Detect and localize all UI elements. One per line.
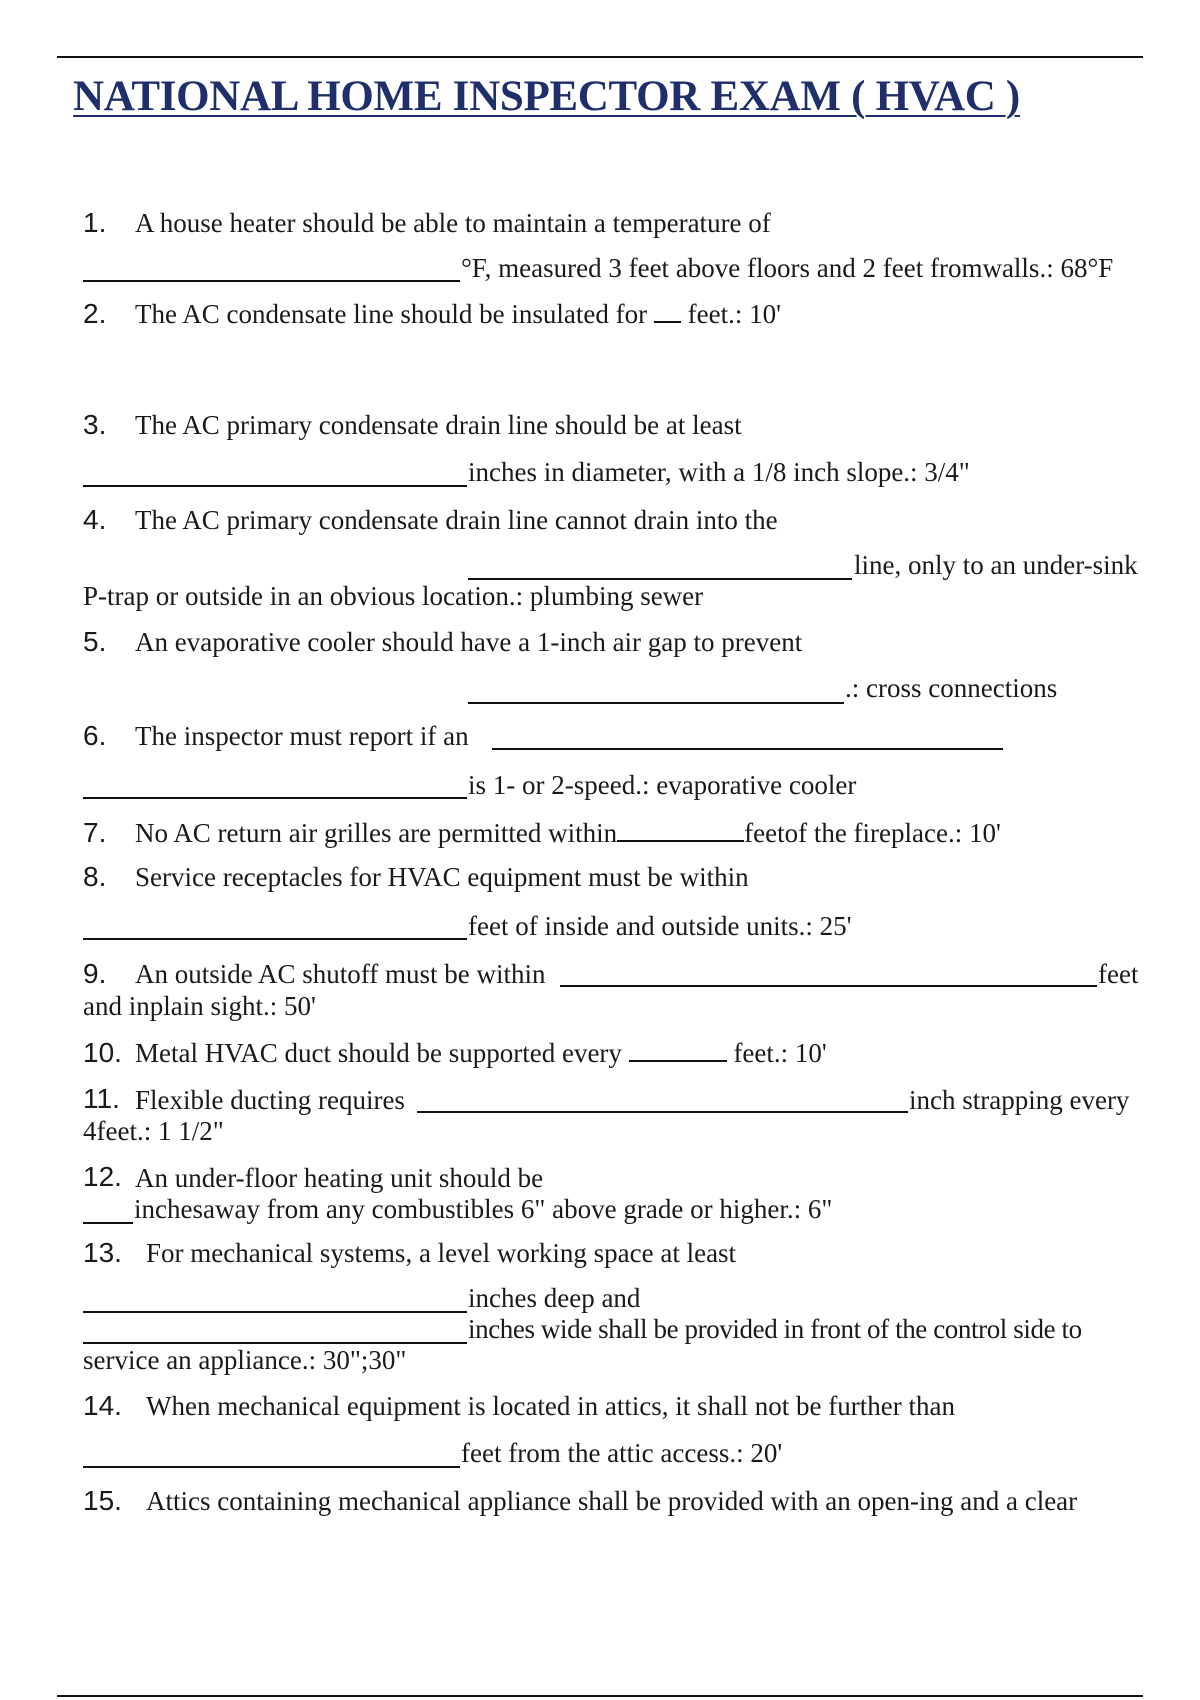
answer-blank xyxy=(492,748,1003,750)
question-8-text: Service receptacles for HVAC equipment must be within xyxy=(135,862,749,892)
question-4-text: The AC primary condensate drain line cannot drain into the xyxy=(135,505,778,535)
question-2-prompt: The AC condensate line should be insulated for xyxy=(135,299,648,329)
answer-blank xyxy=(83,485,467,487)
question-4-text-end: P-trap or outside in an obvious location.: plumbing sewer xyxy=(83,581,704,611)
question-4-number: 4. xyxy=(83,504,107,535)
question-10-answer: feet.: 10' xyxy=(733,1038,827,1068)
question-2-text xyxy=(135,298,781,330)
question-6-number: 6. xyxy=(83,720,107,751)
question-11-number: 11. xyxy=(83,1083,120,1114)
question-2-answer: feet.: 10' xyxy=(687,299,781,329)
answer-blank xyxy=(560,985,1097,987)
bottom-rule xyxy=(57,1695,1143,1697)
answer-blank xyxy=(83,280,460,282)
question-4-text-cont: line, only to an under-sink xyxy=(854,550,1138,580)
question-9-feet-label: feet xyxy=(1098,959,1139,989)
question-5-number: 5. xyxy=(83,626,107,657)
answer-blank xyxy=(83,1311,467,1313)
question-12-number: 12. xyxy=(83,1161,122,1192)
question-2-number: 2. xyxy=(83,298,107,329)
question-6-text-cont: is 1- or 2-speed.: evaporative cooler xyxy=(468,770,857,800)
answer-blank xyxy=(83,1466,460,1468)
question-12-text: An under-floor heating unit should be xyxy=(135,1163,544,1193)
question-13-number: 13. xyxy=(83,1237,122,1268)
answer-blank xyxy=(617,818,744,842)
answer-blank xyxy=(654,299,681,323)
answer-blank xyxy=(468,702,844,704)
answer-blank xyxy=(83,797,467,799)
question-3-number: 3. xyxy=(83,409,107,440)
question-14-text: When mechanical equipment is located in attics, it shall not be further than xyxy=(146,1391,955,1421)
answer-blank xyxy=(417,1111,908,1113)
question-10-text xyxy=(135,1037,827,1069)
question-13-text: For mechanical systems, a level working space at least xyxy=(146,1238,737,1268)
question-13-text-line2: inches deep and xyxy=(468,1283,641,1313)
question-11-text-mid: inch strapping every xyxy=(909,1085,1130,1115)
question-13-text-line3: inches wide shall be provided in front of the control side to xyxy=(468,1314,1082,1344)
question-7-prompt: No AC return air grilles are permitted within xyxy=(135,818,618,848)
question-10-number: 10. xyxy=(83,1037,122,1068)
question-8-number: 8. xyxy=(83,861,107,892)
question-1-text: A house heater should be able to maintain a temperature of xyxy=(135,208,771,238)
question-7-text xyxy=(135,817,1001,849)
question-9-number: 9. xyxy=(83,958,107,989)
question-10-prompt: Metal HVAC duct should be supported every xyxy=(135,1038,622,1068)
question-8-text-cont: feet of inside and outside units.: 25' xyxy=(468,911,852,941)
question-9-text-cont: and inplain sight.: 50' xyxy=(83,991,316,1021)
question-14-number: 14. xyxy=(83,1390,122,1421)
question-1-number: 1. xyxy=(83,207,107,238)
question-13-text-line4: service an appliance.: 30";30" xyxy=(83,1345,407,1375)
question-5-text-cont: .: cross connections xyxy=(845,673,1058,703)
question-5-text: An evaporative cooler should have a 1-inch air gap to prevent xyxy=(135,627,803,657)
question-9-prompt: An outside AC shutoff must be within xyxy=(135,959,546,989)
question-14-text-cont: feet from the attic access.: 20' xyxy=(461,1438,783,1468)
question-15-text: Attics containing mechanical appliance shall be provided with an open-ing and a clear xyxy=(146,1486,1078,1516)
question-7-answer: feetof the fireplace.: 10' xyxy=(744,818,1001,848)
question-3-text: The AC primary condensate drain line should be at least xyxy=(135,410,742,440)
top-rule xyxy=(57,56,1143,58)
question-6-text: The inspector must report if an xyxy=(135,721,469,751)
question-1-text-cont: °F, measured 3 feet above floors and 2 feet fromwalls.: 68°F xyxy=(461,253,1114,283)
question-12-text-cont: inchesaway from any combustibles 6" above grade or higher.: 6" xyxy=(134,1194,833,1224)
question-3-text-cont: inches in diameter, with a 1/8 inch slope.: 3/4" xyxy=(468,457,970,487)
page-title: NATIONAL HOME INSPECTOR EXAM ( HVAC ) xyxy=(73,73,1020,120)
answer-blank xyxy=(629,1038,727,1062)
question-7-number: 7. xyxy=(83,817,107,848)
answer-blank xyxy=(83,1222,133,1224)
question-11-prompt: Flexible ducting requires xyxy=(135,1085,405,1115)
question-11-text-cont: 4feet.: 1 1/2" xyxy=(83,1116,224,1146)
answer-blank xyxy=(83,938,467,940)
question-15-number: 15. xyxy=(83,1485,122,1516)
